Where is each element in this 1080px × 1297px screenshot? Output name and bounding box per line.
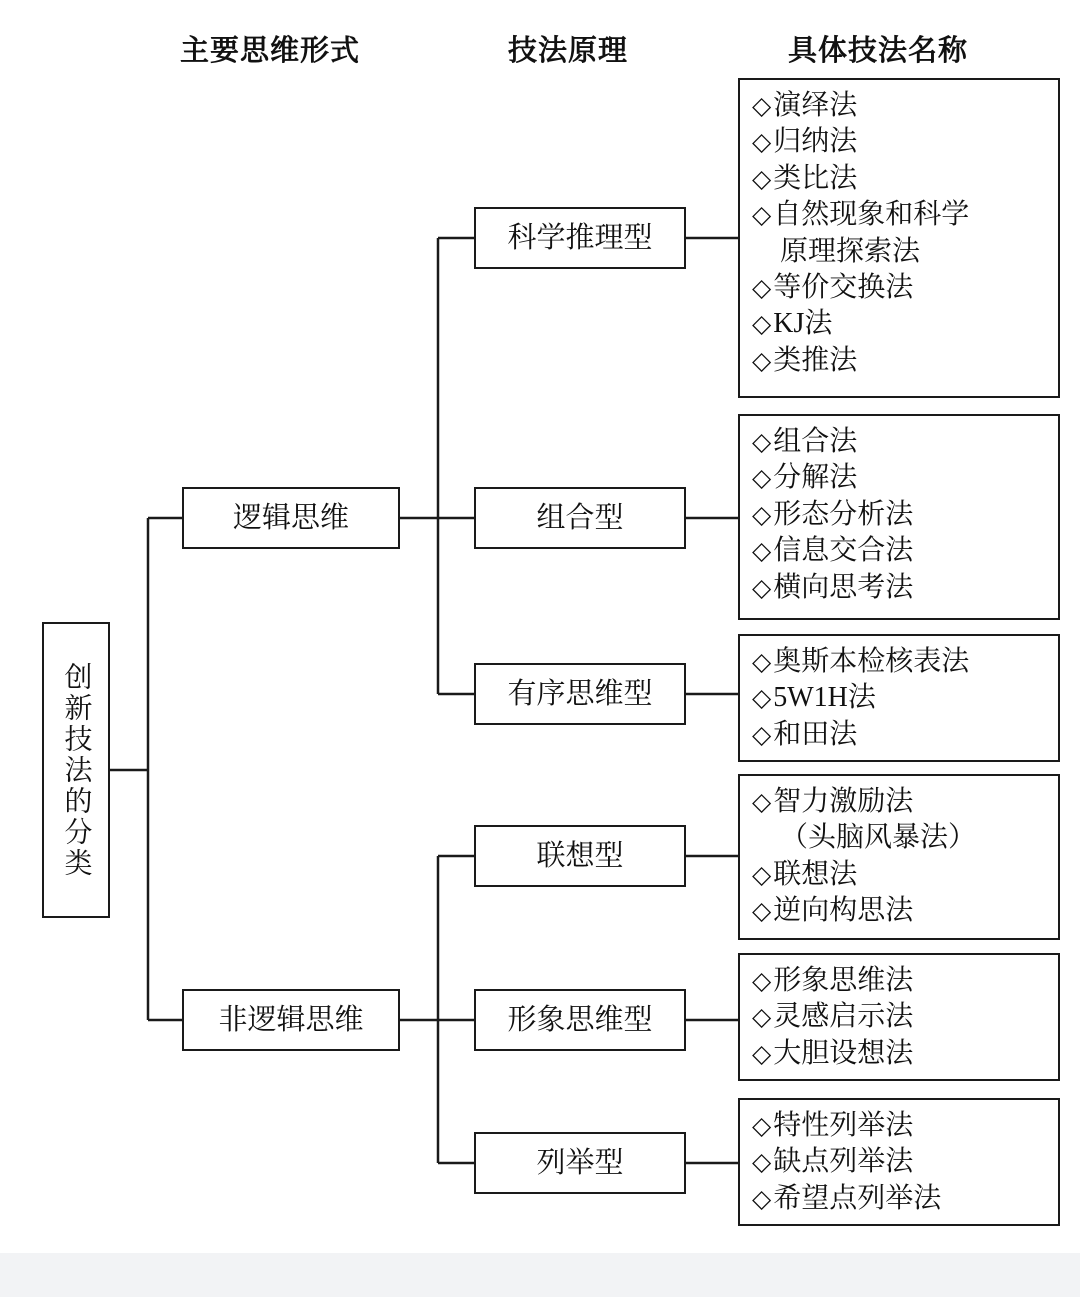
diamond-icon: ◇ [752, 1149, 772, 1177]
leaf-item [752, 124, 1048, 160]
leaf-item-label: 特性列举法 [773, 1110, 914, 1141]
diamond-icon: ◇ [752, 721, 772, 749]
leaf-item [752, 270, 1048, 306]
diamond-icon: ◇ [752, 202, 772, 230]
leafbox-ordered-thinking[interactable] [738, 634, 1060, 762]
leaf-item-label: 智力激励法 [773, 786, 914, 817]
leaf-item-label: 组合法 [773, 426, 858, 457]
leaf-item-label: 联想法 [773, 858, 858, 890]
diamond-icon: ◇ [752, 968, 772, 995]
diamond-icon: ◇ [752, 465, 772, 493]
leaf-item-label: 等价交换法 [773, 271, 914, 303]
node-enumeration-type[interactable]: 列举型 [474, 1132, 686, 1194]
diamond-icon: ◇ [752, 129, 772, 157]
leaf-item-label: 和田法 [773, 718, 858, 750]
diamond-icon: ◇ [752, 789, 772, 816]
leaf-item-label: 类比法 [773, 162, 858, 194]
column-header-technique-principle: 技法原理 [508, 35, 629, 67]
leaf-item [752, 1144, 1048, 1180]
leaf-item [752, 197, 1048, 233]
leaf-item [752, 306, 1048, 342]
leafbox-image-thinking[interactable] [738, 953, 1060, 1081]
leaf-item-label: 灵感启示法 [773, 1001, 914, 1033]
leaf-item [752, 784, 1048, 820]
root-node-innovation-classification[interactable]: 创新技法的分类 [42, 622, 110, 918]
diamond-icon: ◇ [752, 649, 772, 676]
node-scientific-reasoning-type[interactable]: 科学推理型 [474, 207, 686, 269]
leaf-item [752, 533, 1048, 569]
diamond-icon: ◇ [752, 1004, 772, 1032]
column-header-technique-names: 具体技法名称 [788, 35, 969, 67]
leaf-item-label: 类推法 [773, 344, 858, 376]
leaf-item [752, 1036, 1048, 1072]
node-nonlogical-thinking[interactable]: 非逻辑思维 [182, 989, 400, 1051]
leaf-item-label: 5W1H法 [773, 682, 876, 714]
leaf-item-label: 大胆设想法 [773, 1037, 914, 1069]
leaf-item-label: KJ法 [773, 308, 833, 340]
leaf-item-label: 逆向构思法 [773, 895, 914, 927]
diamond-icon: ◇ [752, 347, 772, 375]
diamond-icon: ◇ [752, 1185, 772, 1213]
leaf-item-label: 自然现象和科学 [773, 199, 970, 231]
node-association-type[interactable]: 联想型 [474, 825, 686, 887]
leaf-item-label: 原理探索法 [780, 235, 921, 267]
leaf-item [752, 570, 1048, 606]
diamond-icon: ◇ [752, 93, 772, 120]
node-logical-thinking[interactable]: 逻辑思维 [182, 487, 400, 549]
leaf-item [752, 644, 1048, 680]
diamond-icon: ◇ [752, 429, 772, 456]
leaf-item [752, 820, 1048, 856]
leaf-item [752, 999, 1048, 1035]
leaf-item [752, 424, 1048, 460]
leaf-item [752, 893, 1048, 929]
diamond-icon: ◇ [752, 311, 772, 339]
leaf-item-label: 形态分析法 [773, 498, 914, 530]
leaf-item [752, 680, 1048, 716]
diamond-icon: ◇ [752, 685, 772, 713]
leaf-item [752, 497, 1048, 533]
diamond-icon: ◇ [752, 501, 772, 529]
diamond-icon: ◇ [752, 1113, 772, 1140]
leaf-item-label: 归纳法 [773, 126, 858, 158]
diamond-icon: ◇ [752, 165, 772, 193]
column-header-thinking-forms: 主要思维形式 [180, 35, 361, 67]
node-combination-type[interactable]: 组合型 [474, 487, 686, 549]
leaf-item [752, 161, 1048, 197]
leaf-item-label: 横向思考法 [773, 571, 914, 603]
leaf-item [752, 717, 1048, 753]
leaf-item [752, 1181, 1048, 1217]
leaf-item-label: 形象思维法 [773, 965, 914, 996]
leaf-item-label: 缺点列举法 [773, 1146, 914, 1178]
leaf-item [752, 234, 1048, 270]
leaf-item-label: 希望点列举法 [773, 1182, 942, 1214]
diamond-icon: ◇ [752, 1040, 772, 1068]
leaf-item [752, 1108, 1048, 1144]
leaf-item-label: 演绎法 [773, 90, 858, 121]
leaf-item [752, 963, 1048, 999]
leafbox-scientific-reasoning[interactable] [738, 78, 1060, 398]
diamond-icon: ◇ [752, 274, 772, 302]
leaf-item-label: 信息交合法 [773, 535, 914, 567]
leaf-item-label: 分解法 [773, 462, 858, 494]
leaf-item-label: （头脑风暴法） [780, 822, 977, 854]
diamond-icon: ◇ [752, 898, 772, 926]
diamond-icon: ◇ [752, 538, 772, 566]
footer-strip [0, 1253, 1080, 1297]
leafbox-combination[interactable] [738, 414, 1060, 620]
leaf-item [752, 460, 1048, 496]
diamond-icon: ◇ [752, 861, 772, 889]
leaf-item [752, 343, 1048, 379]
leafbox-enumeration[interactable] [738, 1098, 1060, 1226]
leaf-item [752, 88, 1048, 124]
node-ordered-thinking-type[interactable]: 有序思维型 [474, 663, 686, 725]
leaf-item-label: 奥斯本检核表法 [773, 646, 970, 677]
node-image-thinking-type[interactable]: 形象思维型 [474, 989, 686, 1051]
diamond-icon: ◇ [752, 574, 772, 602]
leafbox-association[interactable] [738, 774, 1060, 940]
leaf-item [752, 857, 1048, 893]
